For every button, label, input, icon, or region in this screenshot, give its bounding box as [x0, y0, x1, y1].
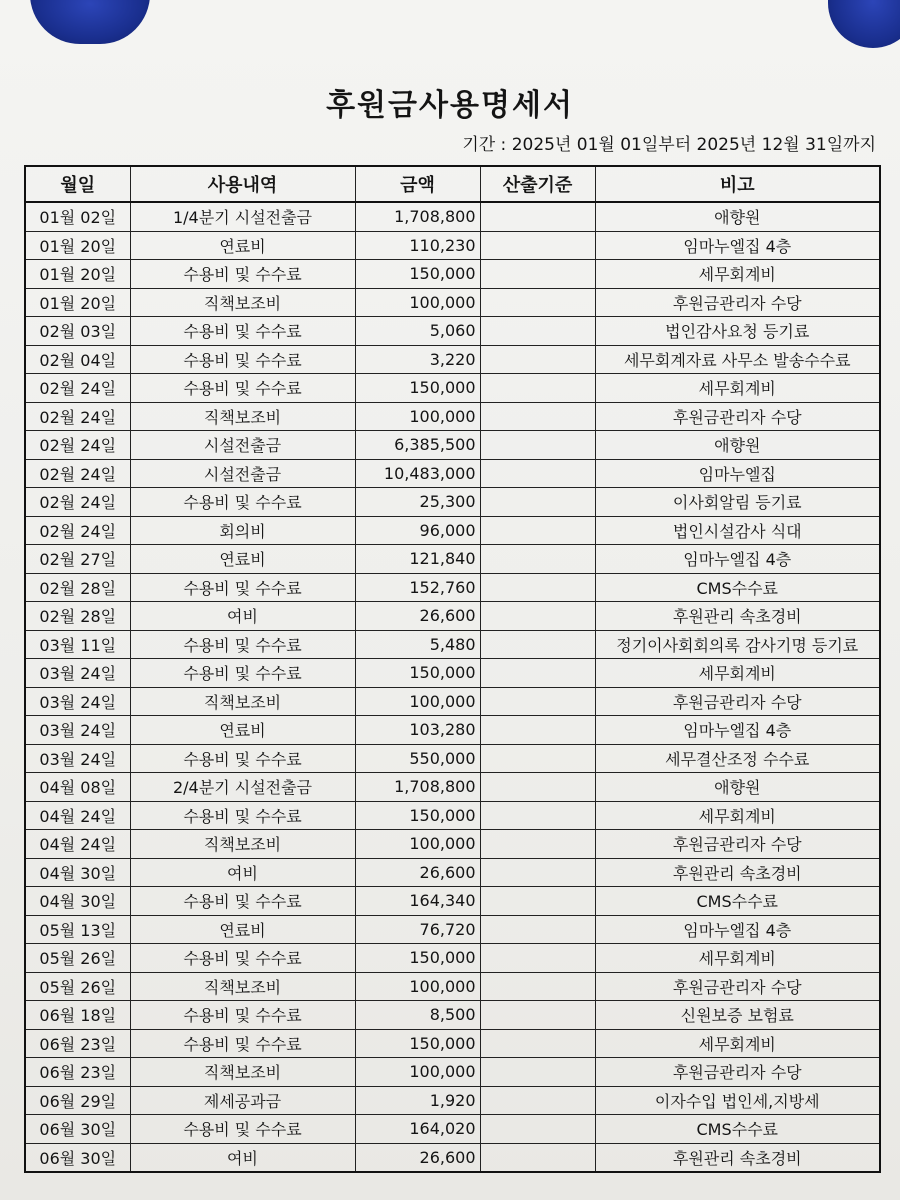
basis-cell	[480, 1029, 595, 1058]
basis-cell	[480, 431, 595, 460]
item-cell: 연료비	[130, 231, 355, 260]
table-row	[25, 202, 880, 231]
item-cell: 시설전출금	[130, 459, 355, 488]
table-row	[25, 1001, 880, 1030]
table-row	[25, 716, 880, 745]
note-cell: 세무회계자료 사무소 발송수수료	[595, 345, 880, 374]
date-cell: 06월 23일	[25, 1058, 130, 1087]
basis-cell	[480, 659, 595, 688]
table-row	[25, 317, 880, 346]
item-cell: 수용비 및 수수료	[130, 630, 355, 659]
date-cell: 05월 13일	[25, 915, 130, 944]
note-cell: 후원금관리자 수당	[595, 402, 880, 431]
amount-cell: 10,483,000	[355, 459, 480, 488]
item-cell: 1/4분기 시설전출금	[130, 202, 355, 231]
basis-cell	[480, 716, 595, 745]
note-cell: 애향원	[595, 773, 880, 802]
table-row	[25, 288, 880, 317]
date-cell: 06월 18일	[25, 1001, 130, 1030]
basis-cell	[480, 488, 595, 517]
amount-cell: 100,000	[355, 1058, 480, 1087]
amount-cell: 1,708,800	[355, 773, 480, 802]
document-title: 후원금사용명세서	[326, 88, 574, 123]
amount-cell: 150,000	[355, 374, 480, 403]
date-cell: 03월 24일	[25, 744, 130, 773]
basis-cell	[480, 260, 595, 289]
note-cell: 후원금관리자 수당	[595, 687, 880, 716]
note-cell: 애향원	[595, 431, 880, 460]
item-cell: 수용비 및 수수료	[130, 488, 355, 517]
item-cell: 수용비 및 수수료	[130, 573, 355, 602]
amount-cell: 150,000	[355, 944, 480, 973]
date-cell: 04월 24일	[25, 801, 130, 830]
note-cell: 이사회알림 등기료	[595, 488, 880, 517]
note-cell: 후원관리 속초경비	[595, 602, 880, 631]
item-cell: 수용비 및 수수료	[130, 944, 355, 973]
item-cell: 여비	[130, 602, 355, 631]
table-row	[25, 773, 880, 802]
basis-cell	[480, 1058, 595, 1087]
basis-cell	[480, 887, 595, 916]
table-row	[25, 488, 880, 517]
table-row	[25, 431, 880, 460]
table-row	[25, 801, 880, 830]
amount-cell: 96,000	[355, 516, 480, 545]
note-cell: 세무회계비	[595, 659, 880, 688]
item-cell: 직책보조비	[130, 972, 355, 1001]
date-cell: 02월 24일	[25, 488, 130, 517]
basis-cell	[480, 288, 595, 317]
date-cell: 02월 24일	[25, 516, 130, 545]
table-row	[25, 260, 880, 289]
header-note: 비고	[595, 166, 880, 202]
note-cell: 임마누엘집	[595, 459, 880, 488]
amount-cell: 121,840	[355, 545, 480, 574]
amount-cell: 100,000	[355, 288, 480, 317]
header-amount: 금액	[355, 166, 480, 202]
basis-cell	[480, 202, 595, 231]
date-cell: 03월 11일	[25, 630, 130, 659]
date-cell: 06월 23일	[25, 1029, 130, 1058]
item-cell: 수용비 및 수수료	[130, 744, 355, 773]
date-cell: 02월 24일	[25, 374, 130, 403]
basis-cell	[480, 402, 595, 431]
date-cell: 01월 02일	[25, 202, 130, 231]
note-cell: 법인시설감사 식대	[595, 516, 880, 545]
date-cell: 05월 26일	[25, 944, 130, 973]
date-cell: 02월 24일	[25, 402, 130, 431]
amount-cell: 103,280	[355, 716, 480, 745]
period-text: 기간 : 2025년 01월 01일부터 2025년 12월 31일까지	[462, 135, 876, 155]
date-cell: 03월 24일	[25, 659, 130, 688]
amount-cell: 5,480	[355, 630, 480, 659]
amount-cell: 1,920	[355, 1086, 480, 1115]
amount-cell: 6,385,500	[355, 431, 480, 460]
amount-cell: 25,300	[355, 488, 480, 517]
basis-cell	[480, 801, 595, 830]
item-cell: 연료비	[130, 915, 355, 944]
amount-cell: 100,000	[355, 402, 480, 431]
basis-cell	[480, 231, 595, 260]
item-cell: 직책보조비	[130, 830, 355, 859]
note-cell: CMS수수료	[595, 1115, 880, 1144]
basis-cell	[480, 573, 595, 602]
date-cell: 01월 20일	[25, 231, 130, 260]
date-cell: 04월 24일	[25, 830, 130, 859]
table-row	[25, 687, 880, 716]
basis-cell	[480, 374, 595, 403]
date-cell: 04월 08일	[25, 773, 130, 802]
basis-cell	[480, 858, 595, 887]
table-row	[25, 744, 880, 773]
expense-table	[24, 165, 881, 1173]
amount-cell: 3,220	[355, 345, 480, 374]
note-cell: 세무회계비	[595, 801, 880, 830]
note-cell: 세무결산조정 수수료	[595, 744, 880, 773]
item-cell: 수용비 및 수수료	[130, 1001, 355, 1030]
table-row	[25, 1115, 880, 1144]
date-cell: 02월 27일	[25, 545, 130, 574]
date-cell: 03월 24일	[25, 687, 130, 716]
note-cell: 후원관리 속초경비	[595, 858, 880, 887]
basis-cell	[480, 687, 595, 716]
note-cell: CMS수수료	[595, 887, 880, 916]
date-cell: 02월 03일	[25, 317, 130, 346]
table-row	[25, 858, 880, 887]
amount-cell: 150,000	[355, 659, 480, 688]
note-cell: 세무회계비	[595, 260, 880, 289]
basis-cell	[480, 830, 595, 859]
item-cell: 시설전출금	[130, 431, 355, 460]
amount-cell: 100,000	[355, 972, 480, 1001]
amount-cell: 150,000	[355, 260, 480, 289]
table-row	[25, 545, 880, 574]
item-cell: 제세공과금	[130, 1086, 355, 1115]
amount-cell: 110,230	[355, 231, 480, 260]
date-cell: 02월 24일	[25, 459, 130, 488]
item-cell: 수용비 및 수수료	[130, 1029, 355, 1058]
table-row	[25, 944, 880, 973]
note-cell: 신원보증 보험료	[595, 1001, 880, 1030]
table-body	[25, 202, 880, 1172]
table-row	[25, 231, 880, 260]
amount-cell: 26,600	[355, 602, 480, 631]
note-cell: 임마누엘집 4층	[595, 915, 880, 944]
table-row	[25, 887, 880, 916]
basis-cell	[480, 915, 595, 944]
note-cell: 후원금관리자 수당	[595, 830, 880, 859]
amount-cell: 150,000	[355, 1029, 480, 1058]
note-cell: 이자수입 법인세,지방세	[595, 1086, 880, 1115]
amount-cell: 100,000	[355, 830, 480, 859]
item-cell: 수용비 및 수수료	[130, 1115, 355, 1144]
item-cell: 수용비 및 수수료	[130, 887, 355, 916]
table-row	[25, 374, 880, 403]
date-cell: 05월 26일	[25, 972, 130, 1001]
basis-cell	[480, 602, 595, 631]
basis-cell	[480, 972, 595, 1001]
note-cell: 세무회계비	[595, 374, 880, 403]
item-cell: 수용비 및 수수료	[130, 801, 355, 830]
date-cell: 02월 04일	[25, 345, 130, 374]
item-cell: 수용비 및 수수료	[130, 260, 355, 289]
table-row	[25, 402, 880, 431]
item-cell: 여비	[130, 1143, 355, 1172]
basis-cell	[480, 630, 595, 659]
table-row	[25, 345, 880, 374]
item-cell: 직책보조비	[130, 1058, 355, 1087]
note-cell: 임마누엘집 4층	[595, 716, 880, 745]
date-cell: 02월 28일	[25, 602, 130, 631]
date-cell: 02월 28일	[25, 573, 130, 602]
table-row	[25, 630, 880, 659]
item-cell: 연료비	[130, 545, 355, 574]
amount-cell: 164,020	[355, 1115, 480, 1144]
amount-cell: 100,000	[355, 687, 480, 716]
item-cell: 수용비 및 수수료	[130, 374, 355, 403]
item-cell: 회의비	[130, 516, 355, 545]
amount-cell: 26,600	[355, 1143, 480, 1172]
table-row	[25, 915, 880, 944]
note-cell: 후원금관리자 수당	[595, 288, 880, 317]
date-cell: 06월 30일	[25, 1115, 130, 1144]
item-cell: 수용비 및 수수료	[130, 345, 355, 374]
basis-cell	[480, 773, 595, 802]
basis-cell	[480, 744, 595, 773]
item-cell: 직책보조비	[130, 402, 355, 431]
item-cell: 수용비 및 수수료	[130, 659, 355, 688]
basis-cell	[480, 1001, 595, 1030]
amount-cell: 1,708,800	[355, 202, 480, 231]
header-date: 월일	[25, 166, 130, 202]
amount-cell: 152,760	[355, 573, 480, 602]
basis-cell	[480, 516, 595, 545]
item-cell: 여비	[130, 858, 355, 887]
table-row	[25, 1143, 880, 1172]
basis-cell	[480, 1143, 595, 1172]
basis-cell	[480, 459, 595, 488]
table-row	[25, 1029, 880, 1058]
item-cell: 직책보조비	[130, 687, 355, 716]
table-row	[25, 972, 880, 1001]
table-row	[25, 602, 880, 631]
item-cell: 수용비 및 수수료	[130, 317, 355, 346]
note-cell: 임마누엘집 4층	[595, 545, 880, 574]
amount-cell: 164,340	[355, 887, 480, 916]
note-cell: 임마누엘집 4층	[595, 231, 880, 260]
item-cell: 2/4분기 시설전출금	[130, 773, 355, 802]
note-cell: 세무회계비	[595, 944, 880, 973]
basis-cell	[480, 1086, 595, 1115]
header-item: 사용내역	[130, 166, 355, 202]
table-row	[25, 516, 880, 545]
basis-cell	[480, 545, 595, 574]
basis-cell	[480, 317, 595, 346]
table-row	[25, 830, 880, 859]
note-cell: 세무회계비	[595, 1029, 880, 1058]
table-row	[25, 1058, 880, 1087]
basis-cell	[480, 345, 595, 374]
item-cell: 직책보조비	[130, 288, 355, 317]
date-cell: 06월 29일	[25, 1086, 130, 1115]
note-cell: 후원관리 속초경비	[595, 1143, 880, 1172]
basis-cell	[480, 1115, 595, 1144]
item-cell: 연료비	[130, 716, 355, 745]
note-cell: 정기이사회회의록 감사기명 등기료	[595, 630, 880, 659]
amount-cell: 26,600	[355, 858, 480, 887]
date-cell: 01월 20일	[25, 260, 130, 289]
note-cell: 후원금관리자 수당	[595, 1058, 880, 1087]
note-cell: 법인감사요청 등기료	[595, 317, 880, 346]
amount-cell: 150,000	[355, 801, 480, 830]
note-cell: 후원금관리자 수당	[595, 972, 880, 1001]
amount-cell: 76,720	[355, 915, 480, 944]
basis-cell	[480, 944, 595, 973]
note-cell: CMS수수료	[595, 573, 880, 602]
date-cell: 01월 20일	[25, 288, 130, 317]
date-cell: 03월 24일	[25, 716, 130, 745]
amount-cell: 8,500	[355, 1001, 480, 1030]
amount-cell: 550,000	[355, 744, 480, 773]
note-cell: 애향원	[595, 202, 880, 231]
table-row	[25, 573, 880, 602]
table-row	[25, 459, 880, 488]
date-cell: 02월 24일	[25, 431, 130, 460]
date-cell: 06월 30일	[25, 1143, 130, 1172]
header-basis: 산출기준	[480, 166, 595, 202]
table-header-row	[25, 166, 880, 202]
table-row	[25, 659, 880, 688]
date-cell: 04월 30일	[25, 858, 130, 887]
amount-cell: 5,060	[355, 317, 480, 346]
date-cell: 04월 30일	[25, 887, 130, 916]
table-row	[25, 1086, 880, 1115]
